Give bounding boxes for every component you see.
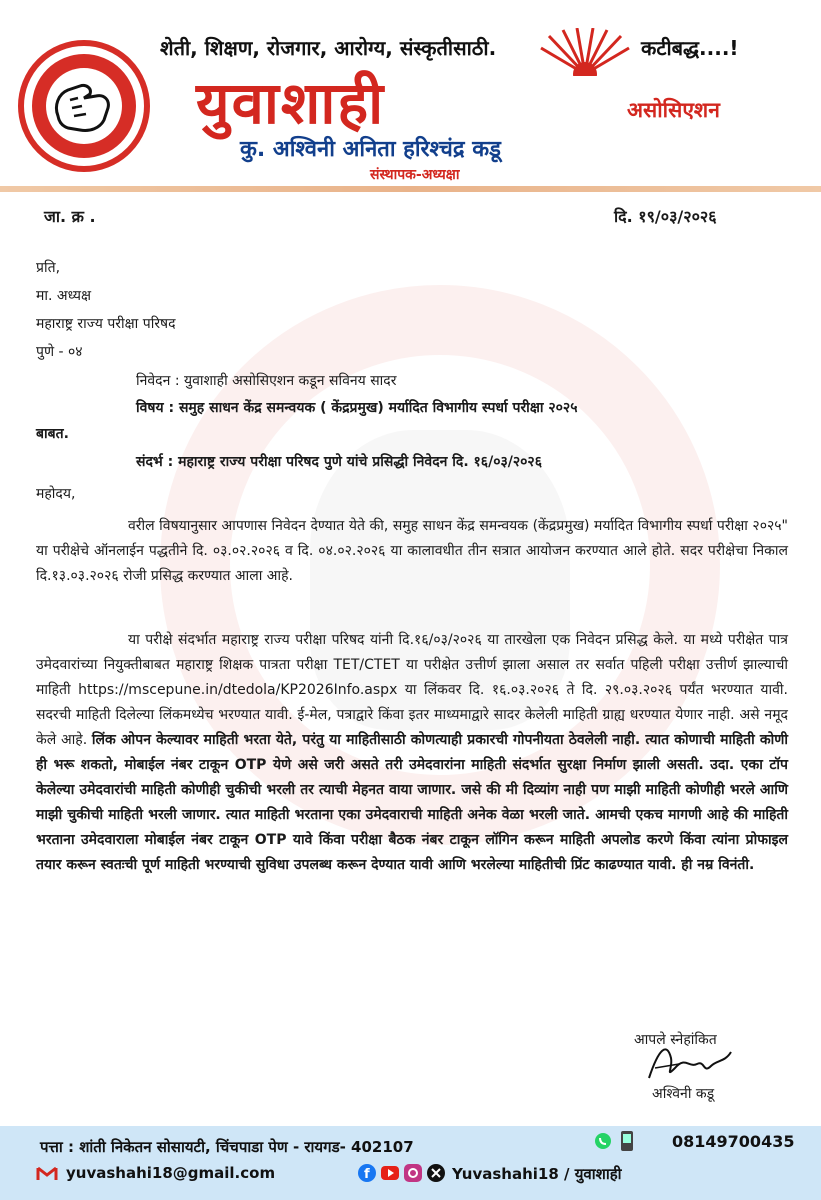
signature-image	[645, 1038, 735, 1086]
organization-logo	[18, 40, 150, 172]
to-label: प्रति,	[36, 260, 61, 276]
salutation: महोदय,	[36, 486, 76, 502]
handshake-fist-icon	[50, 76, 118, 138]
x-twitter-icon	[426, 1163, 446, 1183]
paragraph-2-text: या परीक्षे संदर्भात महाराष्ट्र राज्य परीक्षा परिषद यांनी दि.१६/०३/२०२६ या तारखेला एक निवेदन प्रसिद्ध केले. या मध्ये परीक्षेत पात्र उमेदवारांच्या नियुक्तीबाबत महाराष्ट्र शिक्षक पात्रता परीक्षा TET/CTET या परीक्षेत उत्तीर्ण झाला असाल तर सर्वात पहिली परीक्षा उत्तीर्ण झाल्याची माहिती https://mscepune.in/dtedola/KP2026Info.aspx या लिंकवर दि. १६.०३.२०२६ ते दि. २९.०३.२०२६ पर्यंत भरण्यात यावी. सदरची माहिती दिलेल्या लिंकमध्येच भरण्यात यावी. ई-मेल, पत्राद्वारे किंवा इतर माध्यमाद्वारे सादर केलेली माहिती ग्राह्य धरण्यात येणार नाही. असे नमूद केले आहे.	[36, 632, 788, 748]
footer-email: yuvashahi18@gmail.com	[66, 1164, 276, 1182]
letter-date: दि. १९/०३/२०२६	[614, 207, 717, 226]
footer-address: पत्ता : शांती निकेतन सोसायटी, चिंचपाडा पेण - रायगड- 402107	[40, 1138, 414, 1156]
tagline: शेती, शिक्षण, रोजगार, आरोग्य, संस्कृतीसाठी.	[160, 36, 497, 60]
facebook-icon	[357, 1163, 377, 1183]
rising-sun-icon	[535, 28, 635, 76]
svg-text:f: f	[364, 1167, 370, 1182]
addressee-city: पुणे - ०४	[36, 344, 83, 360]
reference-line: संदर्भ : महाराष्ट्र राज्य परीक्षा परिषद पुणे यांचे प्रसिद्धी निवेदन दि. १६/०३/२०२६	[136, 454, 542, 470]
paragraph-2-bold-text: लिंक ओपन केल्यावर माहिती भरता येते, परंतु या माहितीसाठी कोणत्याही प्रकारची गोपनीयता ठेवलेली नाही. त्यात कोणाची माहिती कोणी ही भरू शकतो, मोबाईल नंबर टाकून OTP येणे असे जरी असते तरी उमेदवारांना माहिती संदर्भात सुरक्षा निर्माण झाली असती. उदा. एका टॉप केलेल्या उमेदवारांची माहिती कोणीही चुकीची भरली तर त्याची मेहनत वाया जाणार. जसे की मी दिव्यांग नाही पण माझी माहिती कोणीही भरले आणि माझी चुकीची माहिती भरली जाणार. त्यात माहिती भरताना एका उमेदवाराची माहिती अनेक वेळा भरली जाते. आमची एकच मागणी आहे की माहिती भरताना उमेदवाराला मोबाईल नंबर टाकून OTP यावे किंवा परीक्षा बैठक नंबर टाकून लॉगिन करून माहिती अपलोड करणे किंवा त्यांना प्रोफाइल तयार करून स्वतःची पूर्ण माहिती भरण्याची सुविधा उपलब्ध करून देण्यात यावी आणि भरलेल्या माहितीची प्रिंट काढण्यात यावी. ही नम्र विनंती.	[36, 732, 789, 873]
founder-title: संस्थापक-अध्यक्षा	[370, 167, 460, 183]
subject-line: विषय : समुह साधन केंद्र समन्वयक ( केंद्रप्रमुख) मर्यादित विभागीय स्पर्धा परीक्षा २०२५	[136, 400, 578, 416]
brand-association: असोसिएशन	[627, 98, 720, 122]
signatory-name: अश्विनी कडू	[652, 1086, 715, 1102]
paragraph-1	[36, 514, 788, 589]
header-divider	[0, 186, 821, 192]
reference-number: जा. क्र .	[44, 207, 96, 226]
instagram-icon	[403, 1163, 423, 1183]
footer-social-handle: Yuvashahi18 / युवाशाही	[452, 1165, 622, 1183]
nivedan-line: निवेदन : युवाशाही असोसिएशन कडून सविनय सादर	[136, 373, 397, 389]
founder-name: कु. अश्विनी अनिता हरिश्चंद्र कडू	[240, 137, 501, 162]
closing: आपले स्नेहांकित	[634, 1032, 717, 1048]
subject-line-cont: बाबत.	[36, 426, 69, 442]
paragraph-2	[36, 628, 788, 878]
gmail-icon	[36, 1166, 58, 1182]
letterhead	[0, 0, 821, 192]
paragraph-1-text: वरील विषयानुसार आपणास निवेदन देण्यात येते की, समुह साधन केंद्र समन्वयक (केंद्रप्रमुख) मर्यादित विभागीय स्पर्धा परीक्षा २०२५" या परीक्षेचे ऑनलाईन पद्धतीने दि. ०३.०२.२०२६ व दि. ०४.०२.२०२६ या कालावधीत तीन सत्रात आयोजन करण्यात आले होते. सदर परीक्षेचा निकाल दि.१३.०३.२०२६ रोजी प्रसिद्ध करण्यात आला आहे.	[36, 518, 788, 584]
addressee-office: महाराष्ट्र राज्य परीक्षा परिषद	[36, 316, 176, 332]
footer-phone: 08149700435	[672, 1132, 795, 1151]
tagline-end: कटीबद्ध....!	[641, 36, 739, 60]
whatsapp-icon	[594, 1132, 612, 1150]
brand-name: युवाशाही	[196, 69, 386, 137]
youtube-icon	[380, 1164, 400, 1182]
addressee: मा. अध्यक्ष	[36, 288, 92, 304]
phone-icon	[616, 1129, 638, 1153]
